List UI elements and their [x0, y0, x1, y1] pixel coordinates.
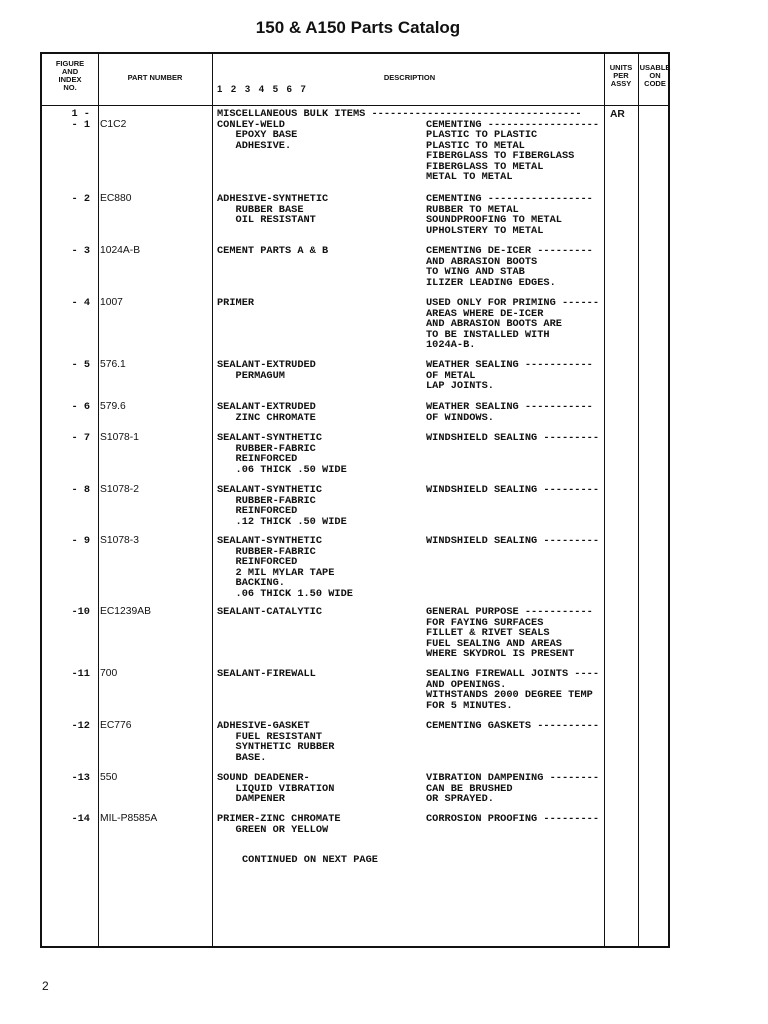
part-number: EC1239AB	[100, 606, 151, 617]
part-number: 1007	[100, 297, 123, 308]
part-number: 700	[100, 668, 118, 679]
item-description: SEALANT-EXTRUDED ZINC CHROMATE	[217, 401, 316, 424]
usage-description: SEALING FIREWALL JOINTS ---- AND OPENINGS. WITHSTANDS 2000 DEGREE TEMP FOR 5 MINUTES.	[426, 669, 600, 711]
usage-description: WINDSHIELD SEALING ---------	[426, 536, 600, 547]
usage-description: CORROSION PROOFING ---------	[426, 814, 600, 825]
usage-description: WINDSHIELD SEALING ---------	[426, 433, 600, 444]
item-description: SEALANT-CATALYTIC	[217, 606, 323, 618]
usage-description: CEMENTING GASKETS ----------	[426, 721, 600, 732]
usage-description: CEMENTING DE-ICER --------- AND ABRASION BOOTS TO WING AND STAB ILIZER LEADING EDGES.	[426, 246, 593, 288]
header-part-number: PART NUMBER	[127, 73, 183, 82]
part-number: 579.6	[100, 401, 126, 412]
figure-index: - 8	[65, 484, 90, 496]
item-description: SOUND DEADENER- LIQUID VIBRATION DAMPENER	[217, 772, 335, 805]
figure-index: - 3	[65, 245, 90, 257]
header-usable: USABLE ON CODE	[639, 63, 671, 88]
usage-description: CEMENTING ----------------- RUBBER TO METAL SOUNDPROOFING TO METAL UPHOLSTERY TO METAL	[426, 194, 593, 236]
item-description: ADHESIVE-SYNTHETIC RUBBER BASE OIL RESISTANT	[217, 193, 329, 226]
table-row	[42, 535, 668, 600]
figure-index: -10	[71, 606, 90, 618]
item-description: PRIMER	[217, 297, 255, 309]
header-description: DESCRIPTION	[383, 73, 436, 82]
figure-index: - 2	[65, 193, 90, 205]
figure-index: -14	[71, 813, 90, 825]
continued-note: CONTINUED ON NEXT PAGE	[242, 854, 378, 866]
header-figure: FIGURE AND INDEX NO.	[55, 59, 85, 92]
part-number: S1078-2	[100, 484, 139, 495]
usage-description: WINDSHIELD SEALING ---------	[426, 485, 600, 496]
figure-index: - 5	[65, 359, 90, 371]
page-number: 2	[42, 979, 49, 993]
item-description: SEALANT-SYNTHETIC RUBBER-FABRIC REINFORCED .06 THICK .50 WIDE	[217, 432, 347, 476]
item-description: SEALANT-SYNTHETIC RUBBER-FABRIC REINFORCED .12 THICK .50 WIDE	[217, 484, 347, 528]
parts-table	[40, 52, 670, 948]
figure-index: - 9	[65, 535, 90, 547]
part-number: 1024A-B	[100, 245, 141, 256]
part-number: MIL-P8585A	[100, 813, 158, 824]
part-number: EC880	[100, 193, 132, 204]
figure-index: 1 - - 1	[71, 108, 90, 131]
figure-index: -12	[71, 720, 90, 732]
part-number: 576.1	[100, 359, 126, 370]
figure-index: - 4	[65, 297, 90, 309]
usage-description: USED ONLY FOR PRIMING ------ AREAS WHERE DE-ICER AND ABRASION BOOTS ARE TO BE INSTALLED WITH 1024A-B.	[426, 298, 600, 351]
table-row	[42, 246, 668, 306]
usage-description: WEATHER SEALING ----------- OF METAL LAP JOINTS.	[426, 360, 593, 392]
table-row	[42, 721, 668, 781]
part-number: S1078-3	[100, 535, 139, 546]
item-description: SEALANT-FIREWALL	[217, 668, 316, 680]
usage-description: VIBRATION DAMPENING -------- CAN BE BRUSHED OR SPRAYED.	[426, 773, 600, 805]
usage-description: CEMENTING ------------------ PLASTIC TO PLASTIC PLASTIC TO METAL FIBERGLASS TO FIBERGLASS FIBERGLASS TO METAL METAL TO METAL	[426, 118, 600, 183]
header-units: UNITS PER ASSY	[609, 63, 633, 88]
figure-index: - 6	[65, 401, 90, 413]
table-row	[42, 108, 668, 183]
table-row	[42, 298, 668, 358]
header-divider	[42, 105, 668, 106]
table-row	[42, 607, 668, 667]
figure-index: -11	[71, 668, 90, 680]
part-number: C1C2	[100, 118, 127, 130]
item-description: SEALANT-SYNTHETIC RUBBER-FABRIC REINFORCED 2 MIL MYLAR TAPE BACKING. .06 THICK 1.50 WIDE	[217, 535, 353, 600]
item-description: MISCELLANEOUS BULK ITEMS ---------------------------------- CONLEY-WELD EPOXY BASE ADHESIVE.	[217, 108, 582, 152]
part-number: 550	[100, 772, 118, 783]
item-description: ADHESIVE-GASKET FUEL RESISTANT SYNTHETIC RUBBER BASE.	[217, 720, 335, 764]
page-title: 150 & A150 Parts Catalog	[255, 18, 461, 37]
item-description: CEMENT PARTS A & B	[217, 245, 329, 257]
item-description: PRIMER-ZINC CHROMATE GREEN OR YELLOW	[217, 813, 341, 836]
part-number: EC776	[100, 720, 132, 731]
figure-index: - 7	[65, 432, 90, 444]
header-indent-digits: 1 2 3 4 5 6 7	[217, 84, 309, 95]
usage-description: WEATHER SEALING ----------- OF WINDOWS.	[426, 402, 593, 423]
table-row	[42, 669, 668, 729]
units-per-assy: AR	[610, 109, 625, 120]
figure-index: -13	[71, 772, 90, 784]
item-description: SEALANT-EXTRUDED PERMAGUM	[217, 359, 316, 382]
usage-description: GENERAL PURPOSE ----------- FOR FAYING SURFACES FILLET & RIVET SEALS FUEL SEALING AND AREAS WHERE SKYDROL IS PRESENT	[426, 607, 593, 660]
part-number: S1078-1	[100, 432, 139, 443]
